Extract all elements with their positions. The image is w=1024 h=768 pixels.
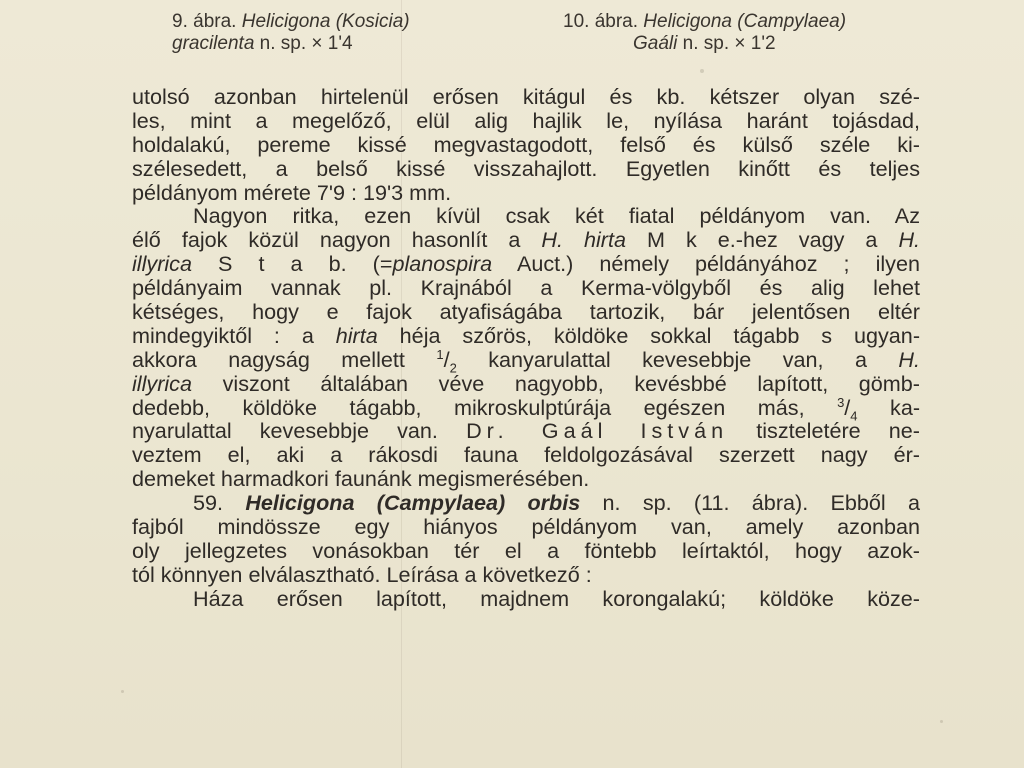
text-line bbox=[132, 324, 920, 348]
text-line bbox=[132, 346, 920, 376]
caption-species: gracilenta bbox=[172, 33, 255, 54]
text-run: héja szőrös, köldöke sokkal tágabb s ugyan- bbox=[399, 322, 921, 348]
text-run-italic: illyrica bbox=[132, 370, 192, 396]
text-line: demeket harmadkori faunánk megismerésében. bbox=[132, 466, 590, 492]
body-text bbox=[132, 85, 920, 611]
fraction-half bbox=[436, 346, 457, 376]
scan-speck bbox=[700, 69, 704, 73]
text-run: M k e.-hez vagy a bbox=[646, 227, 878, 253]
text-run: akkora nagyság mellett bbox=[132, 346, 405, 372]
text-line: veztem el, aki a rákosdi fauna feldolgozásával szerzett nagy ér- bbox=[132, 442, 920, 468]
text-run-italic: illyrica bbox=[132, 251, 192, 277]
text-run: ka- bbox=[890, 394, 921, 420]
text-line: Háza erősen lapított, majdnem korongalakú; köldöke köze- bbox=[193, 585, 920, 611]
text-run-italic: H. bbox=[898, 227, 921, 253]
text-line: Nagyon ritka, ezen kívül csak két fiatal példányom van. Az bbox=[193, 203, 920, 229]
text-line bbox=[132, 491, 920, 515]
species-name: Helicigona (Campylaea) orbis bbox=[245, 490, 581, 516]
text-line bbox=[132, 372, 920, 396]
text-line: szélesedett, a belső kissé visszahajlott. Egyetlen kinőtt és teljes bbox=[132, 155, 920, 181]
caption-number: 10. ábra. bbox=[563, 11, 638, 32]
fraction-denominator: 2 bbox=[449, 360, 457, 376]
text-run-italic: H. bbox=[898, 346, 920, 372]
text-line: fajból mindössze egy hiányos példányom van, amely azonban bbox=[132, 514, 920, 540]
text-run: kanyarulattal kevesebbje van, a bbox=[488, 346, 867, 372]
fraction-numerator: 3 bbox=[837, 394, 845, 410]
text-line bbox=[132, 394, 921, 423]
text-run: tiszteletére ne- bbox=[756, 418, 920, 444]
text-line bbox=[132, 419, 920, 443]
text-run-italic: planospira bbox=[392, 251, 493, 277]
caption-scale: n. sp. × 1'4 bbox=[259, 33, 353, 54]
text-line: oly jellegzetes vonásokban tér el a föntebb leírtaktól, hogy azok- bbox=[132, 537, 920, 563]
caption-taxon: Helicigona (Campylaea) bbox=[643, 11, 847, 32]
text-line bbox=[132, 228, 920, 252]
fraction-three-quarters bbox=[837, 394, 858, 423]
text-line: holdalakú, pereme kissé megvastagodott, felső és külső széle ki- bbox=[132, 131, 920, 157]
fraction-slash: / bbox=[443, 346, 450, 372]
fraction-numerator: 1 bbox=[436, 346, 444, 362]
text-run-italic: H. hirta bbox=[541, 227, 626, 253]
caption-number: 9. ábra. bbox=[172, 11, 237, 32]
figure-caption-9 bbox=[172, 11, 410, 55]
species-number: 59. bbox=[193, 490, 224, 516]
text-run: Auct.) némely példányához ; ilyen bbox=[516, 251, 920, 277]
text-run: mindegyiktől : a bbox=[132, 322, 314, 348]
text-line: példányom mérete 7'9 : 19'3 mm. bbox=[132, 179, 452, 205]
text-line bbox=[132, 252, 920, 276]
text-run-spaced: Dr. Gaál István bbox=[466, 418, 729, 444]
text-line: utolsó azonban hirtelenül erősen kitágul és kb. kétszer olyan szé- bbox=[132, 84, 920, 109]
caption-taxon: Helicigona (Kosicia) bbox=[241, 11, 410, 32]
fraction-slash: / bbox=[844, 394, 851, 420]
caption-species: Gaáli bbox=[633, 33, 678, 54]
text-run: n. sp. (11. ábra). Ebből a bbox=[602, 490, 920, 516]
text-run: dedebb, köldöke tágabb, mikroskulptúrája egészen más, bbox=[132, 394, 805, 420]
text-line: kétséges, hogy e fajok atyafiságába tartozik, bár jelentősen eltér bbox=[132, 299, 920, 325]
caption-line-2 bbox=[563, 33, 846, 55]
caption-scale: n. sp. × 1'2 bbox=[682, 33, 776, 54]
text-run: viszont általában véve nagyobb, kevésbbé lapított, gömb- bbox=[222, 370, 920, 396]
text-line: példányaim vannak pl. Krajnából a Kerma-völgyből és alig lehet bbox=[132, 275, 920, 301]
text-line: les, mint a megelőző, elül alig hajlik le, nyílása haránt tojásdad, bbox=[132, 107, 920, 133]
caption-line-2 bbox=[172, 33, 410, 55]
text-run: S t a b. (= bbox=[218, 251, 393, 277]
figure-caption-10 bbox=[563, 11, 846, 55]
text-run-italic: hirta bbox=[335, 322, 378, 348]
text-run: élő fajok közül nagyon hasonlít a bbox=[132, 227, 521, 253]
fraction-denominator: 4 bbox=[850, 407, 858, 423]
scan-speck bbox=[940, 720, 943, 723]
caption-line-1 bbox=[172, 11, 410, 33]
scan-speck bbox=[121, 690, 124, 693]
text-run: nyarulattal kevesebbje van. bbox=[132, 418, 438, 444]
caption-line-1 bbox=[563, 11, 846, 33]
text-line: tól könnyen elválasztható. Leírása a következő : bbox=[132, 561, 592, 587]
